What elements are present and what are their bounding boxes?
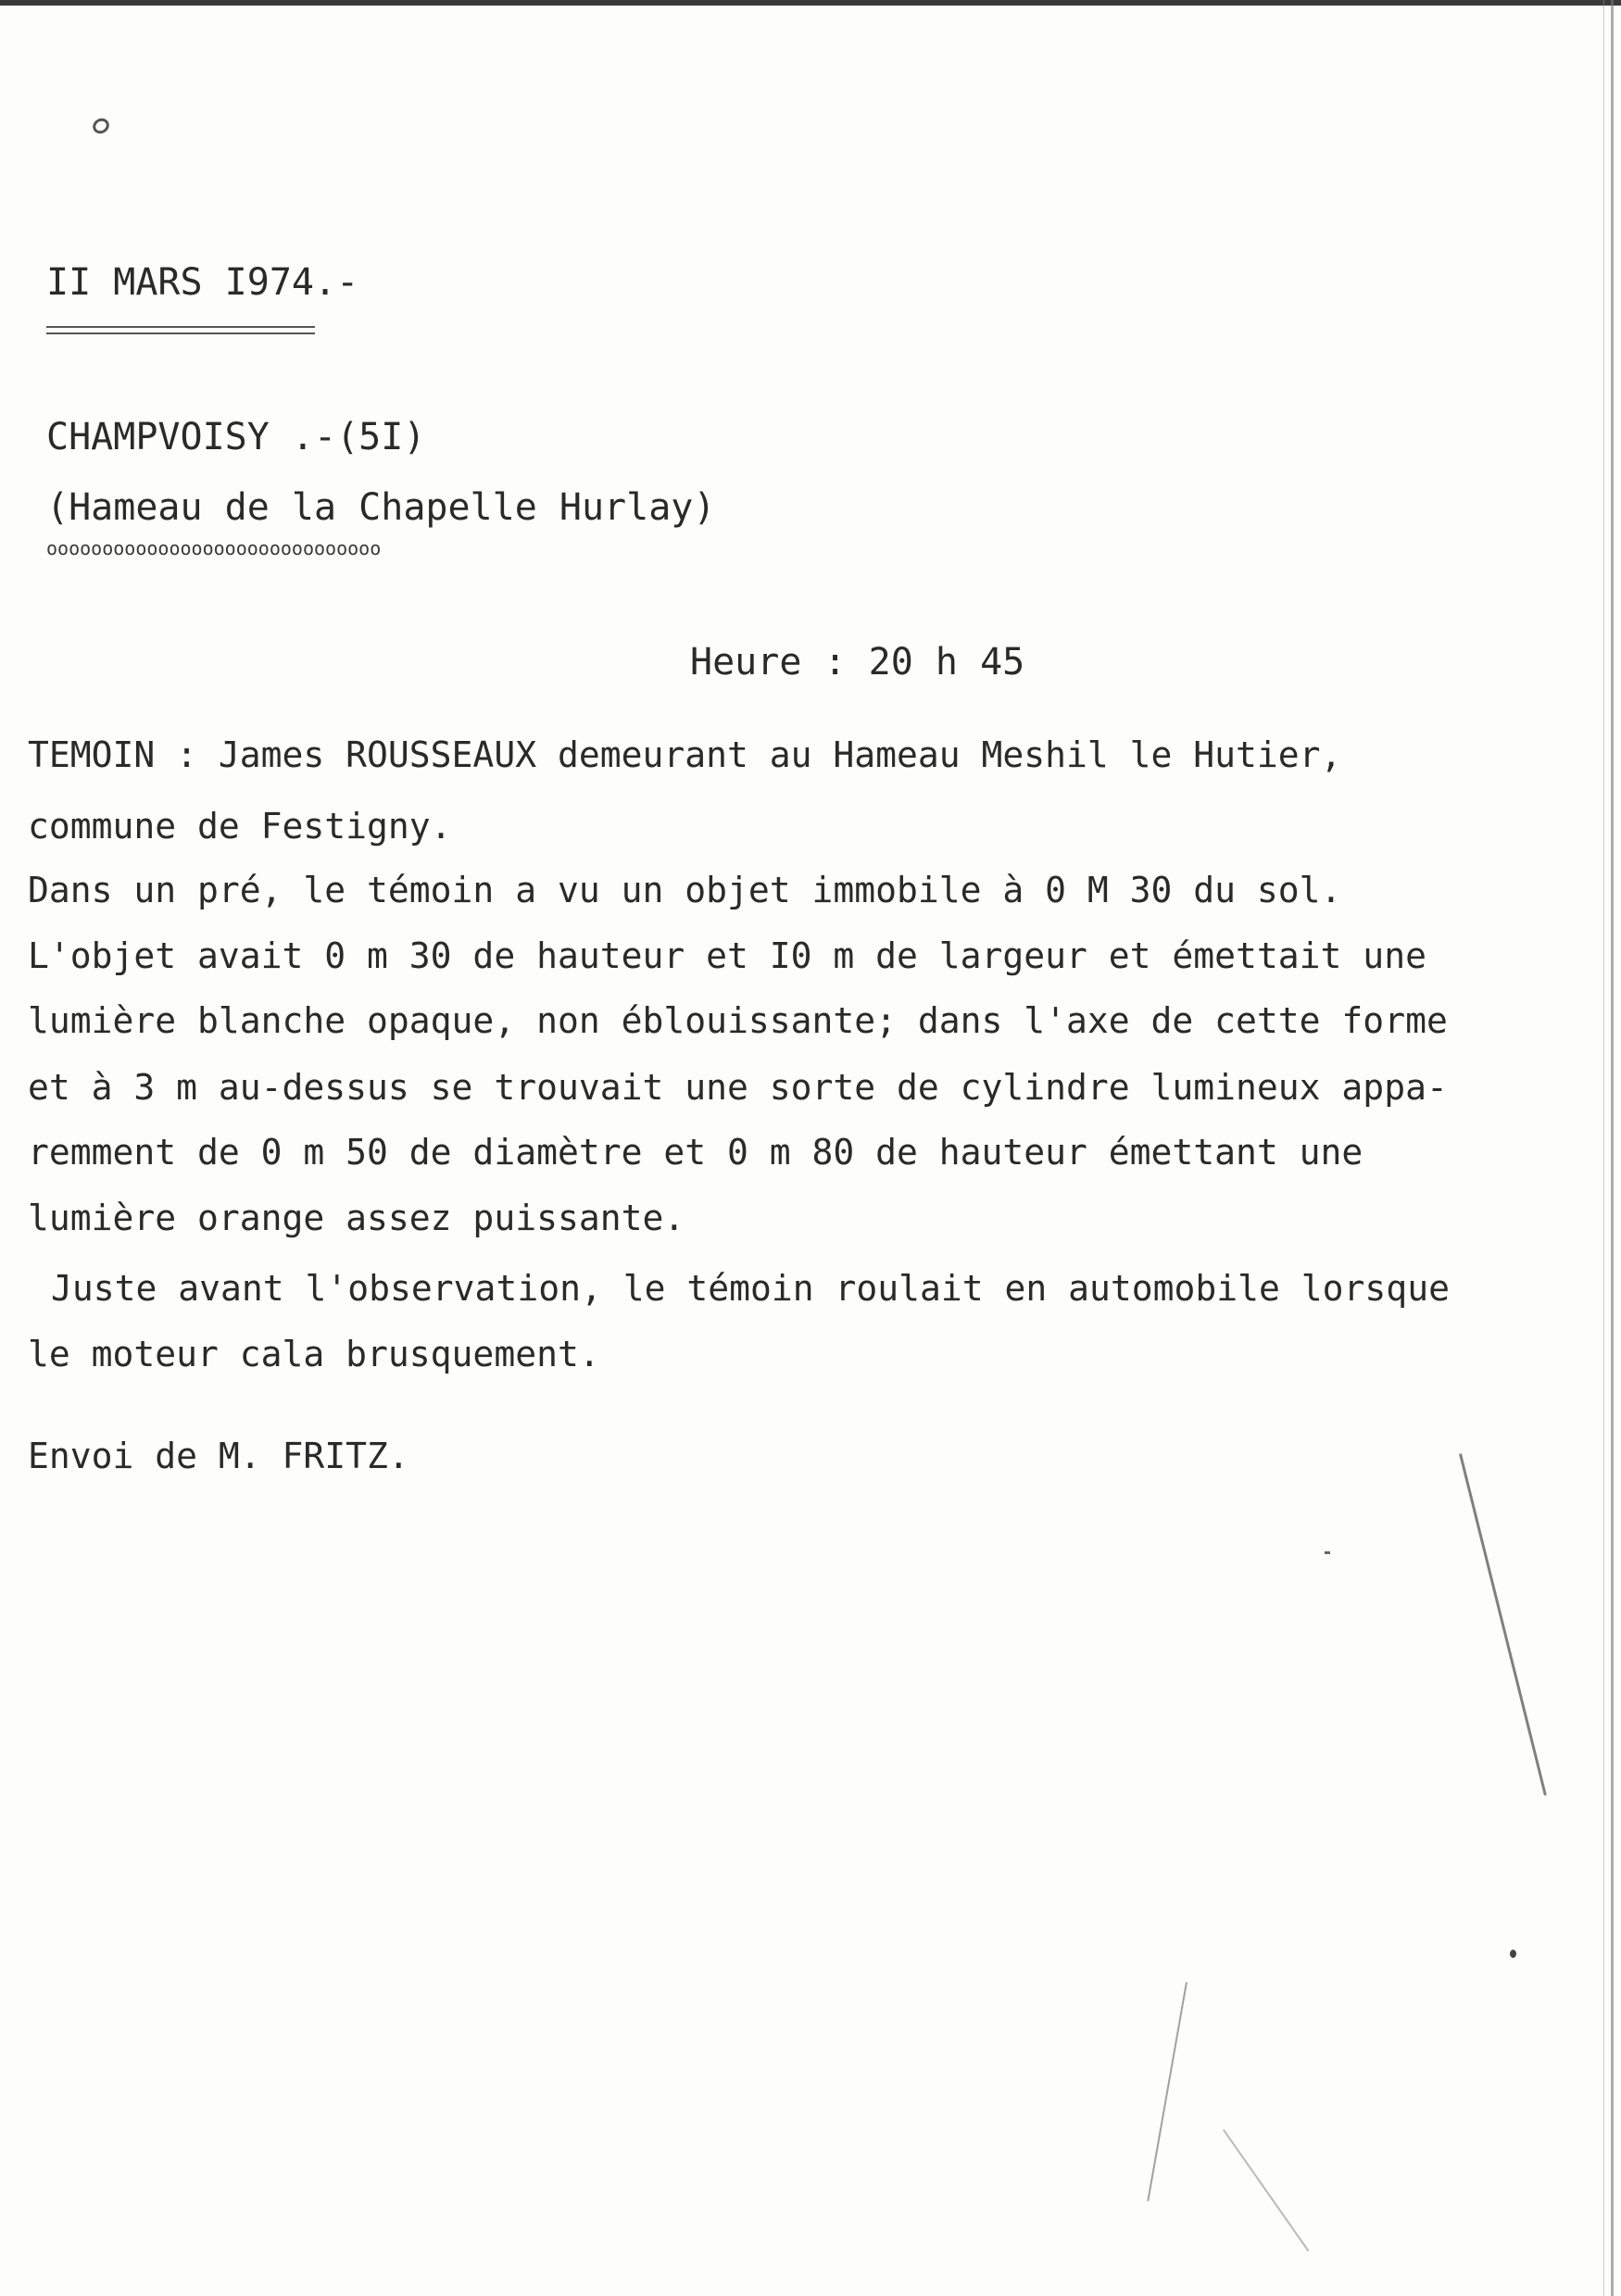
pen-stroke	[1459, 1453, 1547, 1795]
report-line: Juste avant l'observation, le témoin roulait en automobile lorsque	[51, 1268, 1450, 1309]
hamlet-name: (Hameau de la Chapelle Hurlay)	[46, 486, 716, 529]
report-line: L'objet avait 0 m 30 de hauteur et I0 m de largeur et émettait une	[28, 935, 1426, 976]
page-top-edge	[0, 0, 1621, 6]
ink-dot	[1510, 1950, 1516, 1958]
pen-stroke	[1223, 2129, 1309, 2252]
page-right-edge	[1611, 0, 1614, 2296]
pen-stroke	[1147, 1982, 1187, 2202]
document-date: II MARS I974.-	[46, 261, 359, 304]
hamlet-underline: oooooooooooooooooooooooooooooo	[46, 537, 382, 559]
observation-time: Heure : 20 h 45	[690, 641, 1025, 684]
page-right-edge-line	[1603, 0, 1604, 2296]
place-name: CHAMPVOISY .-(5I)	[46, 416, 426, 458]
report-line: et à 3 m au-dessus se trouvait une sorte de cylindre lumineux appa-	[28, 1067, 1448, 1108]
report-line: le moteur cala brusquement.	[28, 1334, 600, 1374]
report-line: TEMOIN : James ROUSSEAUX demeurant au Hameau Meshil le Hutier,	[28, 734, 1342, 775]
ink-mark	[90, 116, 112, 137]
report-line: Dans un pré, le témoin a vu un objet immobile à 0 M 30 du sol.	[28, 870, 1342, 910]
ink-dot	[1325, 1551, 1330, 1554]
report-line: commune de Festigny.	[28, 806, 452, 847]
sender-line: Envoi de M. FRITZ.	[28, 1436, 409, 1476]
report-line: lumière orange assez puissante.	[28, 1198, 685, 1238]
report-line: lumière blanche opaque, non éblouissante; dans l'axe de cette forme	[28, 1000, 1448, 1041]
date-underline	[46, 326, 315, 334]
report-line: remment de 0 m 50 de diamètre et 0 m 80 de hauteur émettant une	[28, 1132, 1363, 1173]
